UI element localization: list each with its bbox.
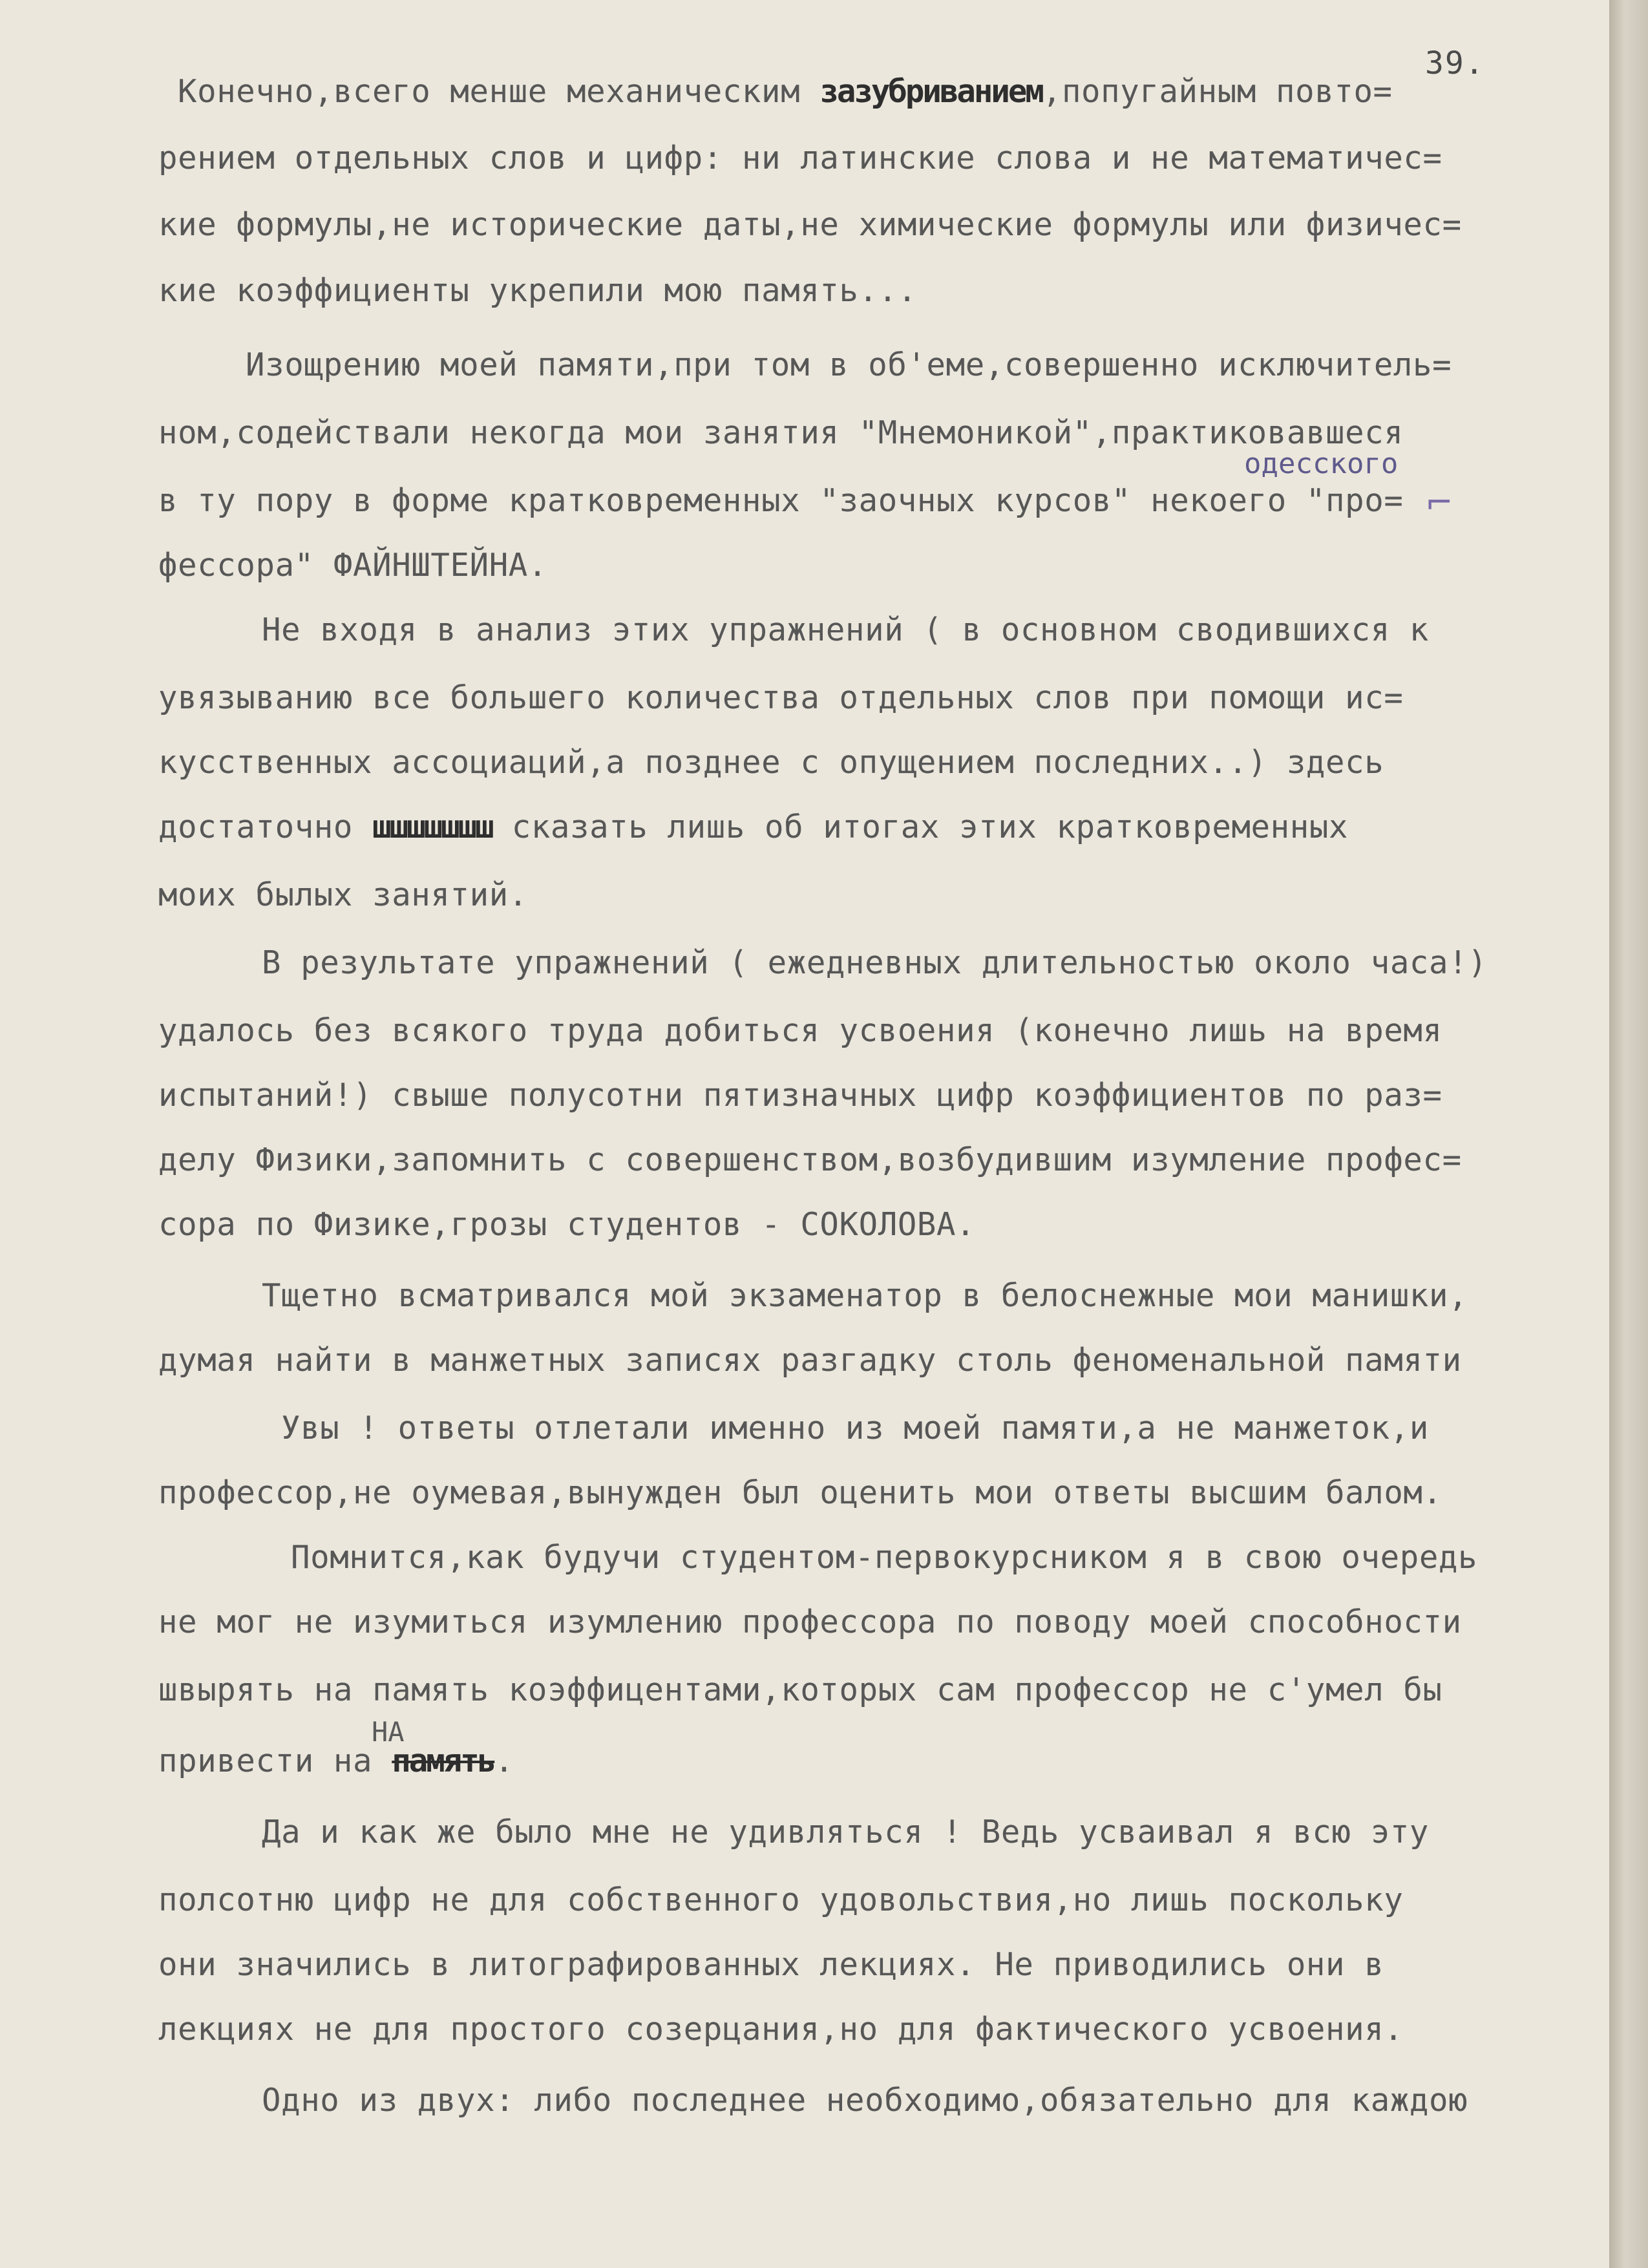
page-number: 39. bbox=[1425, 45, 1485, 81]
typed-line: Помнится,как будучи студентом-первокурсником я в свою очередь bbox=[291, 1539, 1478, 1576]
typed-line: лекциях не для простого созерцания,но для фактического усвоения. bbox=[158, 2011, 1404, 2048]
typed-line: кие коэффициенты укрепили мою память... bbox=[158, 272, 917, 309]
handwritten-insertion: одесского bbox=[1244, 447, 1399, 480]
typed-line bbox=[158, 808, 1348, 847]
typed-line: не мог не изумиться изумлению профессора по поводу моей способности bbox=[158, 1604, 1462, 1640]
typed-insertion-above: НА bbox=[372, 1716, 405, 1748]
line-segment: привести на bbox=[158, 1743, 392, 1779]
typed-line: делу Физики,запомнить с совершенством,возбудившим изумление профес= bbox=[158, 1141, 1462, 1178]
line-segment: сказать лишь об итогах этих кратковременных bbox=[492, 809, 1349, 845]
typed-line bbox=[158, 1742, 514, 1781]
typed-line: они значились в литографированных лекциях. Не приводились они в bbox=[158, 1946, 1384, 1983]
typed-line: Одно из двух: либо последнее необходимо,обязательно для каждою bbox=[262, 2082, 1468, 2119]
typed-line: испытаний!) свыше полусотни пятизначных цифр коэффициентов по раз= bbox=[158, 1077, 1442, 1114]
line-segment: Конечно,всего менше механическим bbox=[178, 73, 820, 110]
typed-line: увязыванию все большего количества отдельных слов при помощи ис= bbox=[158, 679, 1404, 716]
typed-line: сора по Физике,грозы студентов - СОКОЛОВА. bbox=[158, 1206, 976, 1243]
typed-line: фессора" ФАЙНШТЕЙНА. bbox=[158, 547, 548, 584]
typed-line bbox=[178, 72, 1393, 111]
insertion-caret-mark: ⌐ bbox=[1425, 483, 1453, 522]
typed-line: Да и как же было мне не удивляться ! Ведь усваивал я всю эту bbox=[262, 1814, 1430, 1850]
typed-line: кие формулы,не исторические даты,не химические формулы или физичес= bbox=[158, 206, 1462, 243]
line-segment: . bbox=[494, 1743, 514, 1779]
typed-line: Тщетно всматривался мой экзаменатор в белоснежные мои манишки, bbox=[262, 1277, 1468, 1314]
typed-line: рением отдельных слов и цифр: ни латинские слова и не математичес= bbox=[158, 140, 1442, 176]
typed-line: моих былых занятий. bbox=[158, 876, 528, 913]
typed-line: Изощрению моей памяти,при том в об'еме,совершенно исключитель= bbox=[246, 346, 1452, 383]
struck-out-word: зазубриванием bbox=[819, 73, 1042, 110]
line-segment: достаточно bbox=[158, 809, 373, 845]
line-segment: ,попугайным повто= bbox=[1042, 73, 1393, 110]
struck-out-word: шшшшшшш bbox=[372, 809, 492, 845]
typed-line: полсотню цифр не для собственного удовольствия,но лишь поскольку bbox=[158, 1881, 1404, 1918]
typed-line: ном,содействали некогда мои занятия "Мнемоникой",практиковавшеся bbox=[158, 414, 1404, 451]
page-edge bbox=[1609, 0, 1648, 2268]
typed-line: В результате упражнений ( ежедневных длительностью около часа!) bbox=[262, 944, 1488, 981]
typed-line: швырять на память коэффицентами,которых сам профессор не с'умел бы bbox=[158, 1671, 1442, 1708]
typed-line: удалось без всякого труда добиться усвоения (конечно лишь на время bbox=[158, 1012, 1442, 1049]
typed-line: Увы ! ответы отлетали именно из моей памяти,а не манжеток,и bbox=[281, 1410, 1429, 1447]
typed-line: Не входя в анализ этих упражнений ( в основном сводившихся к bbox=[262, 611, 1430, 648]
typed-line: профессор,не оумевая,вынужден был оценить мои ответы высшим балом. bbox=[158, 1474, 1442, 1511]
typed-line: кусственных ассоциаций,а позднее с опущением последних..) здесь bbox=[158, 744, 1384, 781]
typed-line: в ту пору в форме кратковременных "заочных курсов" некоего "про= bbox=[158, 482, 1404, 519]
typed-line: думая найти в манжетных записях разгадку столь феноменальной памяти bbox=[158, 1342, 1462, 1379]
struck-out-word: память bbox=[392, 1743, 495, 1779]
